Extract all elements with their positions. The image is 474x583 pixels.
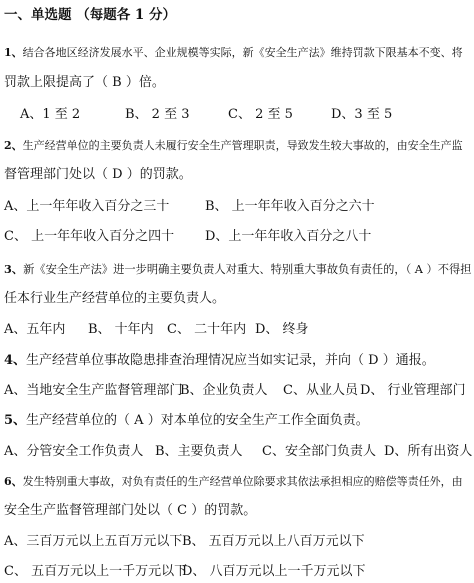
question-2-stem-line-1 — [4, 137, 463, 155]
question-text: 新《安全生产法》进一步明确主要负责人对重大、特别重大事故负有责任的，（ A ）不得担 — [23, 263, 472, 276]
question-number: 1、 — [4, 46, 23, 59]
question-6-option-d: D、 八百万元以上一千万元以下 — [182, 564, 366, 579]
question-5-option-c: C、安全部门负责人 — [262, 444, 376, 459]
question-4-option-b: B、企业负责人 — [180, 383, 268, 398]
question-number: 5、 — [4, 413, 27, 428]
question-text: 结合各地区经济发展水平、企业规模等实际，新《安全生产法》维持罚款下限基本不变、将 — [22, 46, 463, 59]
question-1-stem-line-1 — [4, 44, 463, 62]
question-1-stem-line-2: 罚款上限提高了（ B ）倍。 — [4, 75, 165, 90]
question-5-stem-line-1 — [4, 412, 369, 430]
question-1-option-c: C、 2 至 5 — [228, 107, 293, 122]
question-number: 3、 — [4, 262, 24, 276]
question-number: 2、 — [4, 139, 23, 152]
question-1-option-b: B、 2 至 3 — [125, 107, 190, 122]
question-4-option-a: A、当地安全生产监督管理部门 — [4, 383, 183, 398]
section-title: 一、单选题 （每题各 1 分） — [4, 7, 176, 23]
question-4-stem-line-1 — [4, 352, 435, 370]
question-text: 生产经营单位的主要负责人未履行安全生产管理职责，导致发生较大事故的，由安全生产监 — [22, 139, 463, 152]
question-2-option-b: B、 上一年年收入百分之六十 — [205, 199, 375, 214]
question-3-option-a: A、五年内 — [4, 322, 66, 337]
question-2-option-d: D、上一年年收入百分之八十 — [205, 229, 372, 244]
question-3-option-c: C、 二十年内 — [167, 322, 247, 337]
question-1-option-a: A、1 至 2 — [20, 107, 81, 122]
question-text: 生产经营单位事故隐患排查治理情况应当如实记录，并向（ D ）通报。 — [26, 353, 435, 368]
question-6-stem-line-1 — [4, 473, 463, 491]
question-number: 4、 — [4, 353, 27, 368]
question-1-option-d: D、3 至 5 — [331, 107, 393, 122]
question-3-option-b: B、 十年内 — [88, 322, 154, 337]
question-6-option-b: B、 五百万元以上八百万元以下 — [182, 534, 365, 549]
question-5-option-b: B、主要负责人 — [155, 444, 243, 459]
question-2-stem-line-2: 督管理部门处以（ D ）的罚款。 — [4, 167, 192, 182]
question-4-option-d: D、 行业管理部门 — [360, 383, 466, 398]
question-text: 发生特别重大事故，对负有责任的生产经营单位除要求其依法承担相应的赔偿等责任外，由 — [22, 475, 463, 488]
question-6-option-c: C、 五百万元以上一千万元以下 — [4, 564, 188, 579]
question-text: 生产经营单位的（ A ）对本单位的安全生产工作全面负责。 — [26, 413, 369, 428]
question-2-option-a: A、上一年年收入百分之三十 — [4, 199, 170, 214]
question-4-option-c: C、从业人员 — [283, 383, 358, 398]
question-3-option-d: D、 终身 — [255, 322, 309, 337]
question-6-option-a: A、三百万元以上五百万元以下 — [4, 534, 183, 549]
question-3-stem-line-2: 任本行业生产经营单位的主要负责人。 — [4, 291, 226, 306]
question-number: 6、 — [4, 475, 23, 488]
question-2-option-c: C、 上一年年收入百分之四十 — [4, 229, 175, 244]
question-5-option-d: D、所有出资人 — [384, 444, 473, 459]
question-6-stem-line-2: 安全生产监督管理部门处以（ C ）的罚款。 — [4, 503, 257, 518]
question-3-stem-line-1 — [4, 260, 471, 279]
question-5-option-a: A、分管安全工作负责人 — [4, 444, 144, 459]
